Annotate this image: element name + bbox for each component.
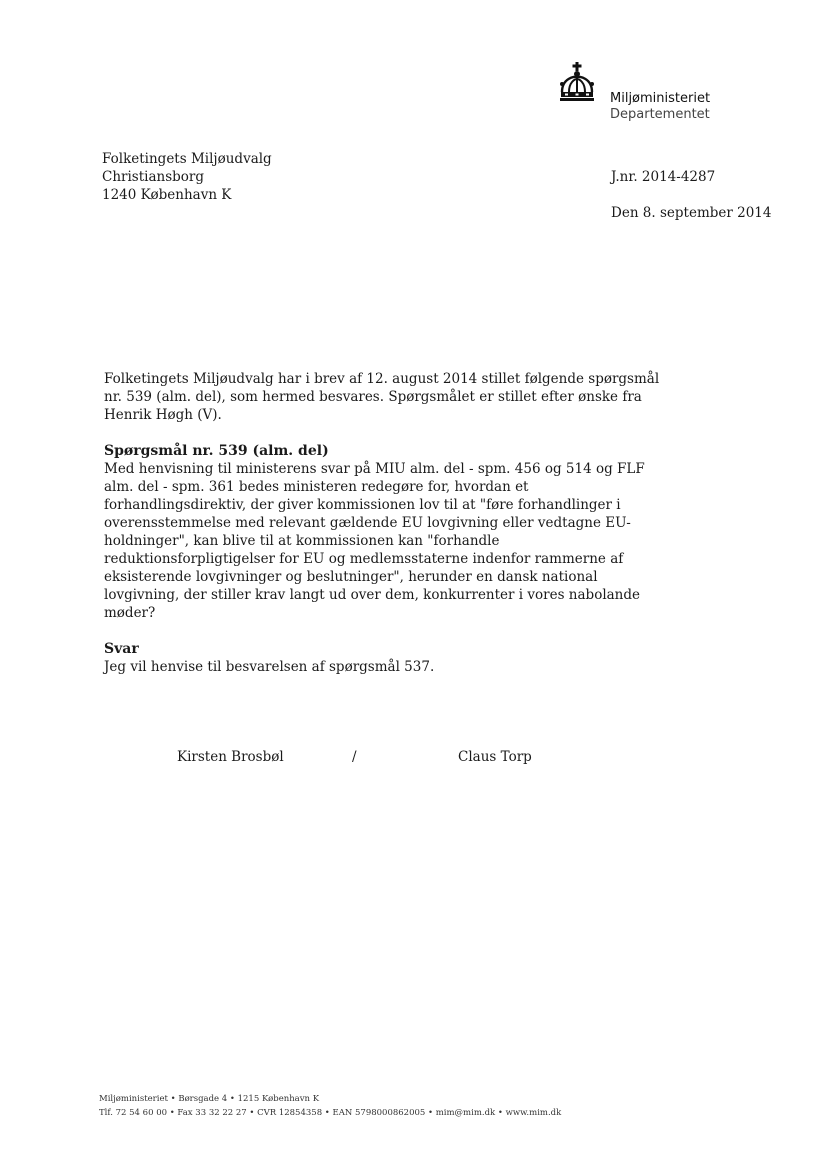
question-line: reduktionsforpligtigelser for EU og medlemsstaterne indenfor rammerne af: [104, 551, 624, 567]
intro-line: nr. 539 (alm. del), som hermed besvares. Spørgsmålet er stillet efter ønske fra: [104, 389, 642, 405]
recipient-line: Folketingets Miljøudvalg: [102, 151, 272, 167]
journal-number: J.nr. 2014-4287: [611, 169, 716, 185]
question-line: eksisterende lovgivninger og beslutninger", herunder en dansk national: [104, 569, 598, 585]
footer: [99, 1092, 561, 1120]
crown-icon: [557, 62, 597, 106]
signature-minister: Kirsten Brosbøl: [177, 749, 284, 765]
footer-contact: Tlf. 72 54 60 00 • Fax 33 32 22 27 • CVR 12854358 • EAN 5798000862005 • mim@mim.dk • www.mim.dk: [99, 1108, 562, 1118]
signature-separator: /: [352, 749, 357, 765]
question-line: lovgivning, der stiller krav langt ud over dem, konkurrenter i vores nabolande: [104, 587, 641, 603]
letter-date: Den 8. september 2014: [611, 205, 772, 221]
question-line: overensstemmelse med relevant gældende EU lovgivning eller vedtagne EU-: [104, 515, 631, 531]
recipient-address: [102, 150, 272, 204]
ministry-name: Miljøministeriet: [610, 91, 711, 106]
footer-address: Miljøministeriet • Børsgade 4 • 1215 København K: [99, 1094, 320, 1104]
department-name: Departementet: [610, 107, 710, 122]
question-line: holdninger", kan blive til at kommissionen kan "forhandle: [104, 533, 500, 549]
question-body: [104, 460, 645, 622]
question-line: Med henvisning til ministerens svar på MIU alm. del - spm. 456 og 514 og FLF: [104, 461, 645, 477]
answer-body: Jeg vil henvise til besvarelsen af spørgsmål 537.: [104, 659, 435, 675]
question-line: forhandlingsdirektiv, der giver kommissionen lov til at "føre forhandlinger i: [104, 497, 621, 513]
signature-official: Claus Torp: [458, 749, 532, 765]
intro-line: Folketingets Miljøudvalg har i brev af 12. august 2014 stillet følgende spørgsmål: [104, 371, 660, 387]
answer-heading: Svar: [104, 641, 139, 657]
question-heading: Spørgsmål nr. 539 (alm. del): [104, 443, 329, 459]
question-line: alm. del - spm. 361 bedes ministeren redegøre for, hvordan et: [104, 479, 529, 495]
ministry-name-block: [610, 91, 710, 123]
question-line: møder?: [104, 605, 156, 621]
recipient-line: 1240 København K: [102, 187, 232, 203]
recipient-line: Christiansborg: [102, 169, 205, 185]
intro-line: Henrik Høgh (V).: [104, 407, 222, 423]
intro-paragraph: [104, 370, 660, 424]
